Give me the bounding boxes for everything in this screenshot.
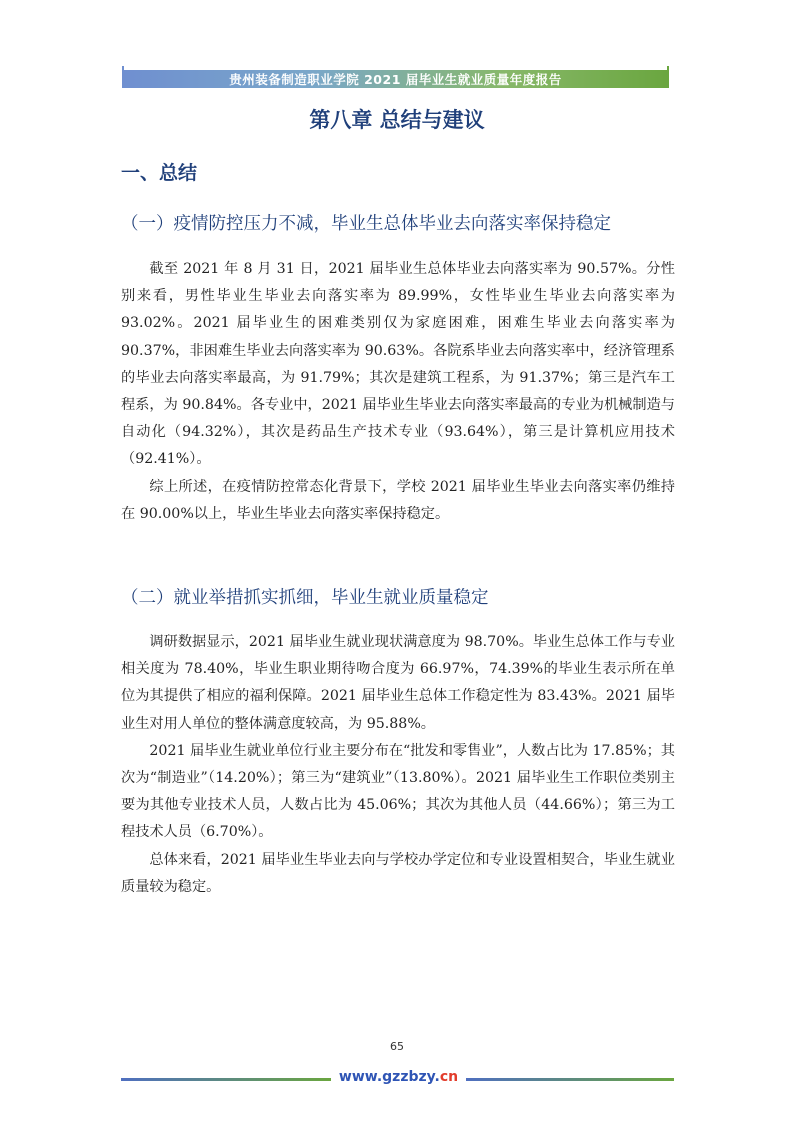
paragraph: 调研数据显示，2021 届毕业生就业现状满意度为 98.70%。毕业生总体工作与专业相关度为 78.40%，毕业生职业期待吻合度为 66.97%，74.39%的毕业生表示所在单位为其提供了相应的福利保障。2021 届毕业生总体工作稳定性为 83.43%。2021 届毕业生对用人单位的整体满意度较高，为 95.88%。 <box>121 634 675 732</box>
website-prefix: www. <box>338 1069 383 1085</box>
website-tld: cn <box>439 1069 459 1085</box>
subsection-2-body <box>121 629 675 901</box>
subsection-title-1: （一）疫情防控压力不减，毕业生总体毕业去向落实率保持稳定 <box>121 214 611 234</box>
paragraph: 总体来看，2021 届毕业生毕业去向与学校办学定位和专业设置相契合，毕业生就业质量较为稳定。 <box>121 851 675 895</box>
subsection-1-body <box>121 256 675 528</box>
report-header-bar <box>122 70 669 88</box>
paragraph: 综上所述，在疫情防控常态化背景下，学校 2021 届毕业生毕业去向落实率仍维持在 90.00%以上，毕业生毕业去向落实率保持稳定。 <box>121 478 675 522</box>
paragraph: 2021 届毕业生就业单位行业主要分布在“批发和零售业”，人数占比为 17.85%；其次为“制造业”（14.20%）；第三为“建筑业”（13.80%）。2021 届毕业生工作职位类别主要为其他专业技术人员，人数占比为 45.06%；其次为其他人员（44.66%）；第三为工程技术人员（6.70%）。 <box>121 742 675 841</box>
section-title: 一、总结 <box>121 162 198 184</box>
footer-divider-left <box>121 1078 331 1081</box>
footer-divider-right <box>466 1078 674 1081</box>
subsection-title-2: （二）就业举措抓实抓细，毕业生就业质量稳定 <box>121 588 489 608</box>
footer-website-link[interactable] <box>331 1069 466 1085</box>
page-number: 65 <box>390 1040 404 1053</box>
paragraph: 截至 2021 年 8 月 31 日，2021 届毕业生总体毕业去向落实率为 90.57%。分性别来看，男性毕业生毕业去向落实率为 89.99%，女性毕业生毕业去向落实率为 93.02%。2021 届毕业生的困难类别仅为家庭困难，困难生毕业去向落实率为 90.37%，非困难生毕业去向落实率为 90.63%。各院系毕业去向落实率中，经济管理系的毕业去向落实率最高，为 91.79%；其次是建筑工程系，为 91.37%；第三是汽车工程系，为 90.84%。各专业中，2021 届毕业生毕业去向落实率最高的专业为机械制造与自动化（94.32%），其次是药品生产技术专业（93.64%），第三是计算机应用技术（92.41%）。 <box>121 261 675 468</box>
report-header-title: 贵州装备制造职业学院 2021 届毕业生就业质量年度报告 <box>229 72 562 87</box>
chapter-title: 第八章 总结与建议 <box>309 108 485 132</box>
website-domain: gzzbzy. <box>382 1069 440 1085</box>
